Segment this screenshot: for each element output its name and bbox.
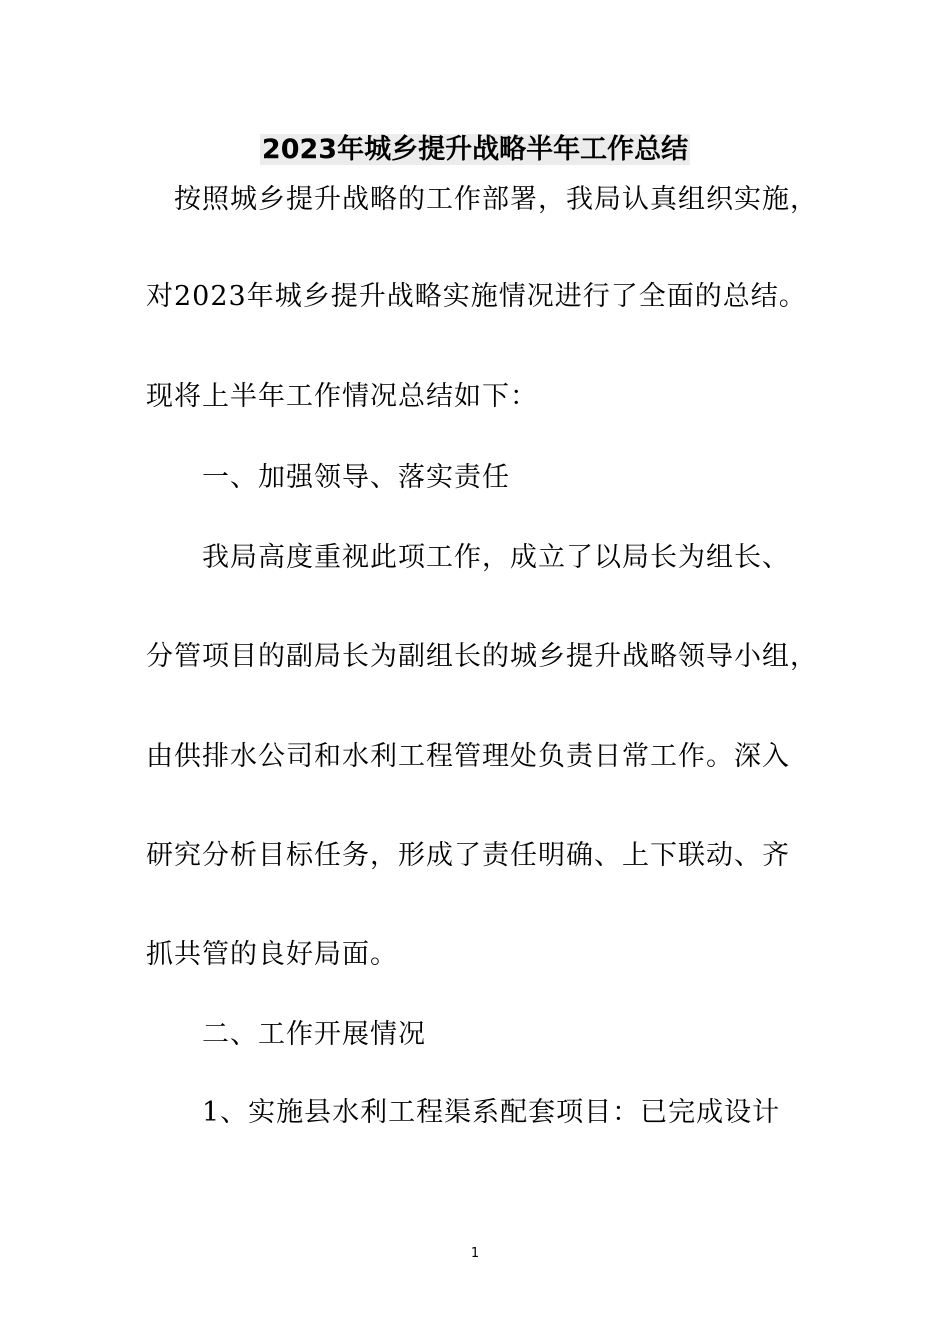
section-heading-1: 一、加强领导、落实责任: [202, 462, 510, 493]
paragraph-line-6: 由供排水公司和水利工程管理处负责日常工作。深入: [146, 741, 790, 772]
paragraph-line-5: 分管项目的副局长为副组长的城乡提升战略领导小组，: [146, 641, 818, 672]
paragraph-line-9: 1、实施县水利工程渠系配套项目：已完成设计: [202, 1097, 781, 1128]
paragraph-line-8: 抓共管的良好局面。: [146, 939, 398, 970]
paragraph-line-7: 研究分析目标任务，形成了责任明确、上下联动、齐: [146, 840, 790, 871]
paragraph-line-3: 现将上半年工作情况总结如下：: [146, 381, 538, 412]
document-title-text: 2023年城乡提升战略半年工作总结: [261, 134, 689, 165]
paragraph-line-4: 我局高度重视此项工作，成立了以局长为组长、: [202, 542, 790, 573]
paragraph-line-1: 按照城乡提升战略的工作部署，我局认真组织实施，: [174, 184, 818, 215]
page-number: 1: [470, 1246, 480, 1261]
document-title: [0, 128, 950, 172]
paragraph-line-2: 对2023年城乡提升战略实施情况进行了全面的总结。: [146, 281, 807, 312]
section-heading-2: 二、工作开展情况: [202, 1019, 426, 1050]
